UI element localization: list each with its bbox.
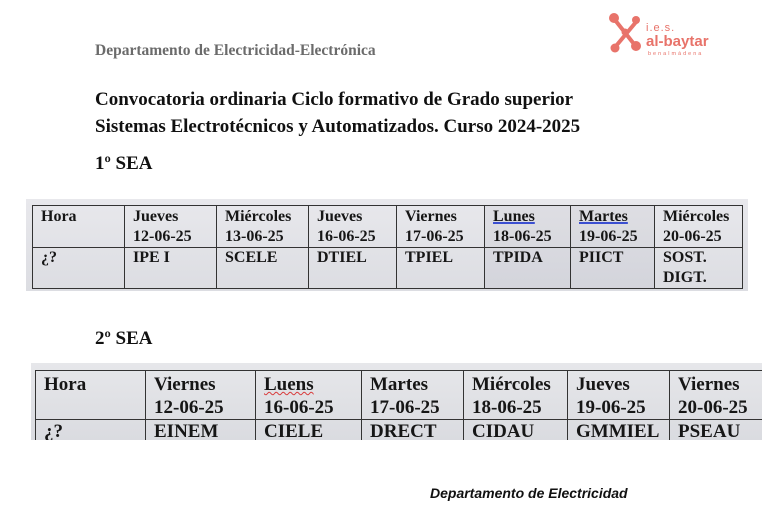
hora-value: ¿? [33,248,125,289]
subject-cell: PSEAU [670,420,762,441]
day-header: Jueves 19-06-25 [568,371,670,420]
day-header: Martes 19-06-25 [571,206,655,248]
table-row [33,248,743,289]
table-row [36,420,762,441]
second-year-heading: 2º SEA [95,328,153,349]
hora-header: Hora [36,371,146,420]
hora-header: Hora [33,206,125,248]
logo-ies-text: i.e.s. [646,22,676,34]
day-header: Viernes 20-06-25 [670,371,762,420]
day-header: Miércoles 18-06-25 [464,371,568,420]
day-header: Luens 16-06-25 [256,371,362,420]
day-header: Miércoles 20-06-25 [655,206,743,248]
subject-cell: GMMIEL [568,420,670,441]
subject-cell: CIDAU [464,420,568,441]
day-header: Lunes 18-06-25 [485,206,571,248]
day-header: Viernes 17-06-25 [397,206,485,248]
department-header: Departamento de Electricidad-Electrónica [95,42,376,59]
first-year-heading: 1º SEA [95,153,153,174]
first-year-schedule-photo [26,199,748,291]
day-header: Martes 17-06-25 [362,371,464,420]
subject-cell: DRECT [362,420,464,441]
second-year-schedule-table [35,370,762,440]
subject-cell: EINEM [146,420,256,441]
document-title-line-1: Convocatoria ordinaria Ciclo formativo de Grado superior [95,89,574,110]
subject-cell: TPIEL [397,248,485,289]
school-logo [606,10,746,62]
first-year-schedule-table [32,205,743,289]
table-header-row [33,206,743,248]
second-year-schedule-photo [31,363,762,440]
document-title-line-2: Sistemas Electrotécnicos y Automatizados. Curso 2024-2025 [95,116,581,137]
subject-cell: DTIEL [309,248,397,289]
subject-cell: IPE I [125,248,217,289]
logo-name-text: al-baytar [646,33,709,50]
day-header: Jueves 16-06-25 [309,206,397,248]
subject-cell: SOST. DIGT. [655,248,743,289]
day-header: Viernes 12-06-25 [146,371,256,420]
table-header-row [36,371,762,420]
subject-cell: CIELE [256,420,362,441]
day-header: Miércoles 13-06-25 [217,206,309,248]
logo-town-text: benalmádena [648,51,704,57]
subject-cell: SCELE [217,248,309,289]
subject-cell: PIICT [571,248,655,289]
hora-value: ¿? [36,420,146,441]
footer-department: Departamento de Electricidad [430,485,628,501]
day-header: Jueves 12-06-25 [125,206,217,248]
molecule-icon [606,10,646,62]
subject-cell: TPIDA [485,248,571,289]
